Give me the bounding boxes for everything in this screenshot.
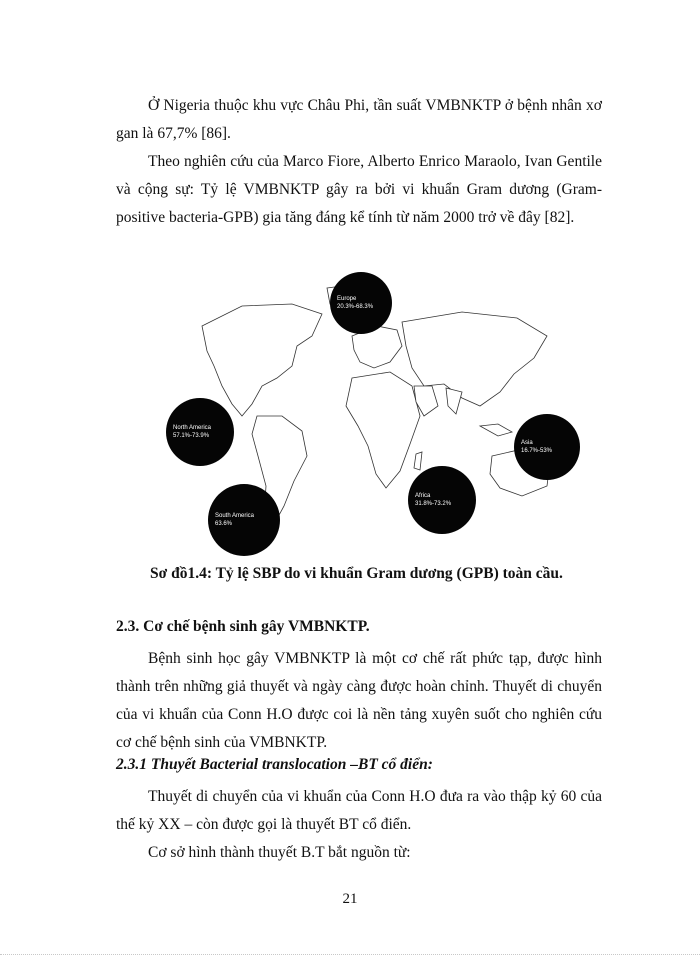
page-edge-divider [0,954,700,955]
region-bubble-south-america [208,484,280,556]
region-name-asia: Asia [521,440,533,446]
region-name-south-america: South America [215,513,255,519]
paragraph-marco-fiore: Theo nghiên cứu của Marco Fiore, Alberto Enrico Maraolo, Ivan Gentile và cộng sự: Tỷ lệ VMBNKTP gây ra bởi vi khuẩn Gram dương (Gram-positive bacteria-GPB) gia tăng đáng kể tính từ năm 2000 trở về đây [82]. [116,153,602,226]
region-range-south-america: 63.6% [215,521,233,527]
region-name-africa: Africa [415,493,431,499]
subsection-heading: 2.3.1 Thuyết Bacterial translocation –BT cổ điển: [116,756,433,773]
subsection-paragraph-1: Thuyết di chuyển của vi khuẩn của Conn H.O đưa ra vào thập kỷ 60 của thế kỷ XX – còn được gọi là thuyết BT cổ điển. [116,788,602,833]
page-number: 21 [342,891,358,907]
paragraph-nigeria: Ở Nigeria thuộc khu vực Châu Phi, tần suất VMBNKTP ở bệnh nhân xơ gan là 67,7% [86]. [116,97,602,142]
section-paragraph: Bệnh sinh học gây VMBNKTP là một cơ chế rất phức tạp, được hình thành trên những giả thuyết và ngày càng được hoàn chỉnh. Thuyết di chuyển của vi khuẩn của Conn H.O được coi là nền tảng xuyên suốt cho nghiên cứu cơ chế bệnh sinh của VMBNKTP. [116,650,602,751]
region-bubble-asia [514,414,580,480]
region-bubble-north-america [166,398,234,466]
region-bubble-europe [330,272,392,334]
region-range-asia: 16.7%-53% [521,448,553,454]
subsection-paragraph-2: Cơ sở hình thành thuyết B.T bắt nguồn từ: [148,844,411,861]
region-name-north-america: North America [173,425,212,431]
region-range-europe: 20.3%-68.3% [337,304,374,310]
region-range-north-america: 57.1%-73.9% [173,433,210,439]
region-range-africa: 31.8%-73.2% [415,501,452,507]
section-heading: 2.3. Cơ chế bệnh sinh gây VMBNKTP. [116,618,370,635]
figure-caption: Sơ đồ1.4: Tỷ lệ SBP do vi khuẩn Gram dương (GPB) toàn cầu. [150,565,563,582]
region-bubble-africa [408,466,476,534]
world-map-figure [162,266,562,556]
region-name-europe: Europe [337,296,357,302]
